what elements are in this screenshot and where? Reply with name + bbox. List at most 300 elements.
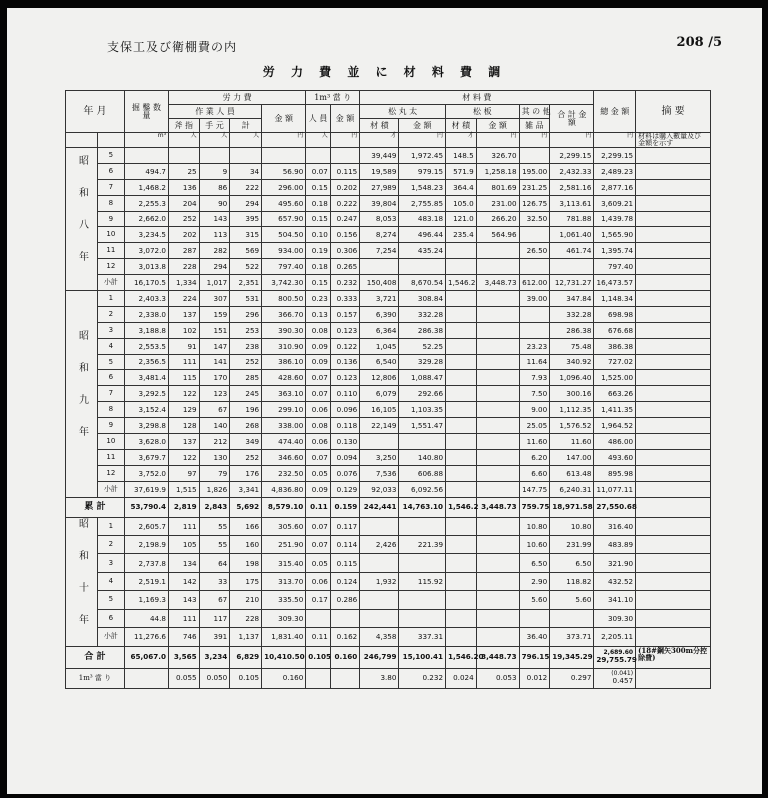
value-cell: 25 <box>168 163 199 179</box>
month-cell: 7 <box>97 179 124 195</box>
value-cell <box>446 481 477 497</box>
remark-cell <box>636 572 711 590</box>
value-cell: 364.4 <box>446 179 477 195</box>
value-cell: 170 <box>199 370 230 386</box>
value-cell: 27,550.68 <box>594 497 636 517</box>
value-cell: 341.10 <box>594 591 636 609</box>
value-cell <box>476 306 519 322</box>
value-cell: 19,345.29 <box>550 646 594 668</box>
value-cell: 176 <box>230 465 262 481</box>
value-cell: 286.38 <box>550 322 594 338</box>
value-cell <box>199 148 230 164</box>
value-cell: 0.012 <box>519 668 550 688</box>
value-cell: 11,077.11 <box>594 481 636 497</box>
value-cell <box>360 259 399 275</box>
value-cell: 0.297 <box>550 668 594 688</box>
value-cell: 1,576.52 <box>550 418 594 434</box>
value-cell: 3,721 <box>360 291 399 307</box>
value-cell: 97 <box>168 465 199 481</box>
value-cell <box>168 148 199 164</box>
value-cell: 204 <box>168 195 199 211</box>
document-page <box>7 8 762 794</box>
era-label: 昭和九年 <box>66 291 98 498</box>
subtotal-row <box>66 275 711 291</box>
value-cell: 12,731.27 <box>550 275 594 291</box>
unit-label: 人 <box>306 133 331 148</box>
value-cell: 3,152.4 <box>124 402 168 418</box>
month-cell: 10 <box>97 227 124 243</box>
year-month-header: 年 月 <box>66 91 125 133</box>
value-cell: 39,449 <box>360 148 399 164</box>
value-cell: 0.13 <box>306 306 331 322</box>
value-cell <box>399 609 446 627</box>
remark-cell <box>636 291 711 307</box>
value-cell: 12,806 <box>360 370 399 386</box>
remark-cell <box>636 668 711 688</box>
total-value: 29,755.79 <box>596 655 637 665</box>
value-cell <box>446 536 477 554</box>
value-cell: 8,579.10 <box>262 497 306 517</box>
value-cell: 2,351 <box>230 275 262 291</box>
value-cell: 147.00 <box>550 449 594 465</box>
month-cell: 6 <box>97 163 124 179</box>
remark-cell <box>636 370 711 386</box>
table-row <box>66 554 711 572</box>
value-cell: 316.40 <box>594 517 636 535</box>
month-cell: 3 <box>97 322 124 338</box>
value-cell: 895.98 <box>594 465 636 481</box>
value-cell: 140 <box>199 418 230 434</box>
value-cell: 10.80 <box>550 517 594 535</box>
value-cell: 698.98 <box>594 306 636 322</box>
value-cell: 67 <box>199 402 230 418</box>
value-cell: 143 <box>199 211 230 227</box>
table-row <box>66 227 711 243</box>
value-cell: 3,448.73 <box>476 497 519 517</box>
value-cell: 1,546.2 <box>446 275 477 291</box>
value-cell: 16,170.5 <box>124 275 168 291</box>
value-cell: 2,426 <box>360 536 399 554</box>
value-cell: 321.90 <box>594 554 636 572</box>
value-cell: 287 <box>168 243 199 259</box>
value-cell: 1,548.23 <box>399 179 446 195</box>
value-cell: 8,670.54 <box>399 275 446 291</box>
era-label: 昭和八年 <box>66 148 98 291</box>
value-cell: 0.09 <box>306 481 331 497</box>
value-cell: 252 <box>230 354 262 370</box>
value-cell: 0.09 <box>306 338 331 354</box>
value-cell: 6.20 <box>519 449 550 465</box>
value-cell <box>446 259 477 275</box>
table-row <box>66 536 711 554</box>
value-cell: 0.160 <box>330 646 359 668</box>
value-cell <box>476 536 519 554</box>
value-cell <box>446 322 477 338</box>
value-cell: 391 <box>199 628 230 646</box>
value-cell: 75.48 <box>550 338 594 354</box>
board-volume-header: 材 積 <box>446 119 477 133</box>
per-amount-header: 金 額 <box>330 105 359 133</box>
value-cell <box>446 418 477 434</box>
value-cell: 300.16 <box>550 386 594 402</box>
value-cell: 386.38 <box>594 338 636 354</box>
value-cell: 53,790.4 <box>124 497 168 517</box>
remark-cell <box>636 211 711 227</box>
value-cell: 3,298.8 <box>124 418 168 434</box>
month-cell: 3 <box>97 554 124 572</box>
value-cell <box>330 668 359 688</box>
unit-label: 人 <box>230 133 262 148</box>
value-cell: 0.286 <box>330 591 359 609</box>
section-heading: 支保工及び衛棚費の内 <box>107 40 238 54</box>
value-cell: 52.25 <box>399 338 446 354</box>
per-m3-header: 1m³ 當 り <box>306 91 360 105</box>
table-row <box>66 179 711 195</box>
value-cell: 0.10 <box>306 227 331 243</box>
value-cell: 2,662.0 <box>124 211 168 227</box>
value-cell: 0.222 <box>330 195 359 211</box>
month-cell: 小計 <box>97 628 124 646</box>
value-cell: 781.88 <box>550 211 594 227</box>
value-cell: 10.80 <box>519 517 550 535</box>
unit-row <box>66 133 711 148</box>
value-cell: 395 <box>230 211 262 227</box>
remark-cell <box>636 517 711 535</box>
value-cell: 9.00 <box>519 402 550 418</box>
value-cell <box>446 370 477 386</box>
value-cell: 340.92 <box>550 354 594 370</box>
value-cell: 347.84 <box>550 291 594 307</box>
value-cell: 150,408 <box>360 275 399 291</box>
value-cell: 0.07 <box>306 449 331 465</box>
value-cell <box>476 449 519 465</box>
value-cell: 122 <box>168 449 199 465</box>
value-cell: 294 <box>230 195 262 211</box>
value-cell: 160 <box>230 536 262 554</box>
value-cell: 461.74 <box>550 243 594 259</box>
value-cell: 307 <box>199 291 230 307</box>
value-cell: 242,441 <box>360 497 399 517</box>
helper-header: 手 元 <box>199 119 230 133</box>
value-cell: 326.70 <box>476 148 519 164</box>
value-cell: 0.105 <box>306 646 331 668</box>
value-cell: 727.02 <box>594 354 636 370</box>
value-cell: 55 <box>199 536 230 554</box>
value-cell: 2,432.33 <box>550 163 594 179</box>
value-cell: 0.160 <box>262 668 306 688</box>
value-cell: 0.07 <box>306 163 331 179</box>
remark-cell <box>636 554 711 572</box>
value-cell: 0.07 <box>306 536 331 554</box>
value-cell: 198 <box>230 554 262 572</box>
value-cell: 0.19 <box>306 243 331 259</box>
value-cell: 102 <box>168 322 199 338</box>
month-cell: 小計 <box>97 275 124 291</box>
value-cell: 3,234.5 <box>124 227 168 243</box>
value-cell <box>519 609 550 627</box>
value-cell: 238 <box>230 338 262 354</box>
value-cell <box>330 148 359 164</box>
value-cell: 308.84 <box>399 291 446 307</box>
value-cell: 8,274 <box>360 227 399 243</box>
value-cell: 569 <box>230 243 262 259</box>
value-cell: 10.60 <box>519 536 550 554</box>
table-row <box>66 354 711 370</box>
value-cell: 493.60 <box>594 449 636 465</box>
value-cell: 118.82 <box>550 572 594 590</box>
value-cell: 0.157 <box>330 306 359 322</box>
value-cell: 0.15 <box>306 211 331 227</box>
value-cell: 55 <box>199 517 230 535</box>
value-cell: 16,473.57 <box>594 275 636 291</box>
value-cell: 212 <box>199 434 230 450</box>
value-cell: 0.202 <box>330 179 359 195</box>
value-cell: 299.10 <box>262 402 306 418</box>
value-cell <box>446 554 477 572</box>
value-cell: 0.123 <box>330 370 359 386</box>
value-cell <box>446 609 477 627</box>
remark-cell <box>636 243 711 259</box>
value-cell: 1,546.20 <box>446 646 477 668</box>
table-row <box>66 259 711 275</box>
value-cell: 0.114 <box>330 536 359 554</box>
subtotal-row <box>66 481 711 497</box>
value-cell: 329.28 <box>399 354 446 370</box>
month-cell: 8 <box>97 402 124 418</box>
value-cell: 0.05 <box>306 554 331 572</box>
value-cell: 0.05 <box>306 465 331 481</box>
value-cell: 386.10 <box>262 354 306 370</box>
unit-spacer <box>97 133 124 148</box>
table-row <box>66 338 711 354</box>
value-cell <box>330 609 359 627</box>
value-cell: 531 <box>230 291 262 307</box>
value-cell <box>519 306 550 322</box>
remark-cell <box>636 449 711 465</box>
value-cell: 25.05 <box>519 418 550 434</box>
value-cell <box>360 609 399 627</box>
value-cell: 0.122 <box>330 338 359 354</box>
unit-label: 円 <box>262 133 306 148</box>
value-cell: 0.23 <box>306 291 331 307</box>
value-cell: 151 <box>199 322 230 338</box>
value-cell: 338.00 <box>262 418 306 434</box>
value-cell: 2.90 <box>519 572 550 590</box>
table-row <box>66 517 711 535</box>
value-cell: 3,679.7 <box>124 449 168 465</box>
remark-cell <box>636 322 711 338</box>
value-cell: 310.90 <box>262 338 306 354</box>
value-cell: 6.60 <box>519 465 550 481</box>
value-cell: 564.96 <box>476 227 519 243</box>
value-cell: 435.24 <box>399 243 446 259</box>
value-cell: 0.306 <box>330 243 359 259</box>
month-cell: 11 <box>97 449 124 465</box>
value-cell: 0.136 <box>330 354 359 370</box>
value-cell: 105 <box>168 536 199 554</box>
month-cell: 5 <box>97 354 124 370</box>
subtotal-row <box>66 628 711 646</box>
value-cell: 64 <box>199 554 230 572</box>
value-cell: 1,137 <box>230 628 262 646</box>
value-cell: 2,843 <box>199 497 230 517</box>
value-cell: 0.156 <box>330 227 359 243</box>
value-cell: 126.75 <box>519 195 550 211</box>
month-cell: 7 <box>97 386 124 402</box>
value-cell: 22,149 <box>360 418 399 434</box>
value-cell: 6.50 <box>550 554 594 572</box>
value-cell: 1,546.2 <box>446 497 477 517</box>
value-cell: 19,589 <box>360 163 399 179</box>
unit-label: 円 <box>550 133 594 148</box>
value-cell: 148.5 <box>446 148 477 164</box>
remark-cell <box>636 434 711 450</box>
value-cell: 3,072.0 <box>124 243 168 259</box>
value-cell: 1,017 <box>199 275 230 291</box>
value-cell: 0.17 <box>306 591 331 609</box>
value-cell: 1,831.40 <box>262 628 306 646</box>
month-cell: 4 <box>97 338 124 354</box>
value-cell: 0.159 <box>330 497 359 517</box>
table-row <box>66 148 711 164</box>
board-header: 松 板 <box>446 105 520 119</box>
value-cell <box>476 354 519 370</box>
value-cell: 228 <box>230 609 262 627</box>
value-cell: 235.4 <box>446 227 477 243</box>
month-cell: 6 <box>97 609 124 627</box>
remark-cell <box>636 386 711 402</box>
value-cell: 1,439.78 <box>594 211 636 227</box>
value-cell <box>446 354 477 370</box>
value-cell: 232.50 <box>262 465 306 481</box>
board-amount-header: 金 額 <box>476 119 519 133</box>
value-cell <box>306 148 331 164</box>
value-cell: 1,258.18 <box>476 163 519 179</box>
value-cell: 2,255.3 <box>124 195 168 211</box>
value-cell: 3,292.5 <box>124 386 168 402</box>
value-cell: 428.60 <box>262 370 306 386</box>
value-cell: 294 <box>199 259 230 275</box>
value-cell: 7.93 <box>519 370 550 386</box>
remark-cell <box>636 195 711 211</box>
table-row <box>66 465 711 481</box>
value-cell: 159 <box>199 306 230 322</box>
remark-cell <box>636 338 711 354</box>
month-cell: 2 <box>97 536 124 554</box>
value-cell: 115.92 <box>399 572 446 590</box>
value-cell: 746 <box>168 628 199 646</box>
value-cell: 121.0 <box>446 211 477 227</box>
value-cell: 0.247 <box>330 211 359 227</box>
grand-amount-header: 總 金 額 <box>594 91 636 133</box>
value-cell: 0.08 <box>306 418 331 434</box>
value-cell: 0.08 <box>306 322 331 338</box>
value-cell: 10,410.50 <box>262 646 306 668</box>
table-row <box>66 306 711 322</box>
value-cell: 231.99 <box>550 536 594 554</box>
value-cell: 612.00 <box>519 275 550 291</box>
value-cell: 335.50 <box>262 591 306 609</box>
value-cell: 1,112.35 <box>550 402 594 418</box>
value-cell <box>476 338 519 354</box>
value-cell: 315 <box>230 227 262 243</box>
value-cell: 979.15 <box>399 163 446 179</box>
value-cell: 0.15 <box>306 179 331 195</box>
remark-cell <box>636 179 711 195</box>
value-cell: 3,481.4 <box>124 370 168 386</box>
value-cell: 296.00 <box>262 179 306 195</box>
unit-label: 才 <box>360 133 399 148</box>
value-cell <box>262 148 306 164</box>
value-cell: 3,188.8 <box>124 322 168 338</box>
value-cell: 0.265 <box>330 259 359 275</box>
value-cell: 495.60 <box>262 195 306 211</box>
value-cell: 37,619.9 <box>124 481 168 497</box>
table-body <box>66 133 711 689</box>
value-cell: 196 <box>230 402 262 418</box>
per-m3-row <box>66 668 711 688</box>
unit-label: 人 <box>168 133 199 148</box>
value-cell <box>446 402 477 418</box>
value-cell: 0.07 <box>306 370 331 386</box>
value-cell: 796.15 <box>519 646 550 668</box>
value-cell: 11,276.6 <box>124 628 168 646</box>
value-cell: 147 <box>199 338 230 354</box>
value-cell: 91 <box>168 338 199 354</box>
value-cell <box>306 668 331 688</box>
value-cell: 0.232 <box>399 668 446 688</box>
unit-spacer <box>66 133 98 148</box>
cumulative-row <box>66 497 711 517</box>
value-cell <box>476 322 519 338</box>
value-cell: 0.09 <box>306 354 331 370</box>
table-row <box>66 195 711 211</box>
value-cell: 18,971.58 <box>550 497 594 517</box>
value-cell: 797.40 <box>594 259 636 275</box>
value-cell <box>446 449 477 465</box>
value-cell: 122 <box>168 386 199 402</box>
value-cell: 0.050 <box>199 668 230 688</box>
value-cell: 0.15 <box>306 275 331 291</box>
month-cell: 4 <box>97 572 124 590</box>
value-cell <box>550 259 594 275</box>
value-cell: 23.23 <box>519 338 550 354</box>
value-cell: 1,964.52 <box>594 418 636 434</box>
table-row <box>66 386 711 402</box>
remark-cell <box>636 402 711 418</box>
value-cell: 0.07 <box>306 386 331 402</box>
value-cell <box>476 259 519 275</box>
month-cell: 11 <box>97 243 124 259</box>
value-cell: 2,819 <box>168 497 199 517</box>
value-cell <box>360 517 399 535</box>
unit-label: 円 <box>330 133 359 148</box>
value-cell: 494.7 <box>124 163 168 179</box>
value-cell: 1,103.35 <box>399 402 446 418</box>
value-cell <box>446 434 477 450</box>
value-cell: 14,763.10 <box>399 497 446 517</box>
value-cell: 6,829 <box>230 646 262 668</box>
value-cell: 3,234 <box>199 646 230 668</box>
value-cell <box>476 434 519 450</box>
value-cell: 245 <box>230 386 262 402</box>
value-cell: 1,045 <box>360 338 399 354</box>
value-cell: 432.52 <box>594 572 636 590</box>
deduction-value: 2,689.60 <box>603 649 634 657</box>
log-header: 松 丸 太 <box>360 105 446 119</box>
value-cell: 6.50 <box>519 554 550 572</box>
value-cell: 373.71 <box>550 628 594 646</box>
